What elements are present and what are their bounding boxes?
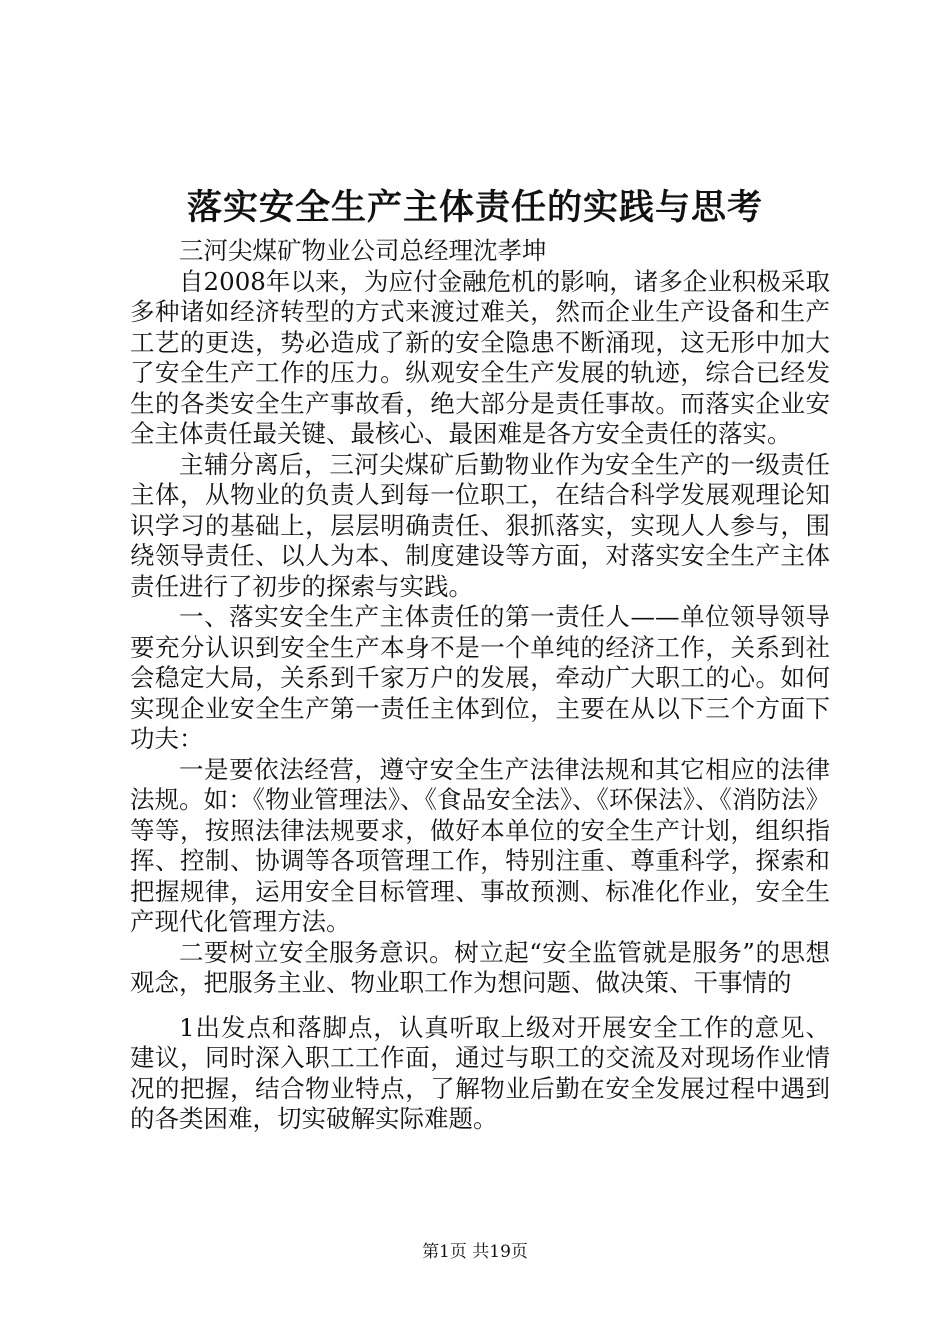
document-body [130, 236, 830, 1135]
paragraph: 自2008年以来，为应付金融危机的影响，诸多企业积极采取多种诸如经济转型的方式来渡过难关，然而企业生产设备和生产工艺的更迭，势必造成了新的安全隐患不断涌现，这无形中加大了安全生产工作的压力。纵观安全生产发展的轨迹，综合已经发生的各类安全生产事故看，绝大部分是责任事故。而落实企业安全主体责任最关键、最核心、最困难是各方安全责任的落实。 [130, 266, 830, 448]
paragraph: 一是要依法经营，遵守安全生产法律法规和其它相应的法律法规。如：《物业管理法》、《食品安全法》、《环保法》、《消防法》等等，按照法律法规要求，做好本单位的安全生产计划，组织指挥、控制、协调等各项管理工作，特别注重、尊重科学，探索和把握规律，运用安全目标管理、事故预测、标准化作业，安全生产现代化管理方法。 [130, 754, 830, 936]
paragraph: 一、落实安全生产主体责任的第一责任人——单位领导领导要充分认识到安全生产本身不是一个单纯的经济工作，关系到社会稳定大局，关系到千家万户的发展，牵动广大职工的心。如何实现企业安全生产第一责任主体到位，主要在从以下三个方面下功夫： [130, 602, 830, 753]
author-line: 三河尖煤矿物业公司总经理沈孝坤 [179, 236, 547, 265]
paragraph: 主辅分离后，三河尖煤矿后勤物业作为安全生产的一级责任主体，从物业的负责人到每一位职工，在结合科学发展观理论知识学习的基础上，层层明确责任、狠抓落实，实现人人参与，围绕领导责任、以人为本、制度建设等方面，对落实安全生产主体责任进行了初步的探索与实践。 [130, 449, 830, 601]
paragraph: 1出发点和落脚点，认真听取上级对开展安全工作的意见、建议，同时深入职工工作面，通过与职工的交流及对现场作业情况的把握，结合物业特点，了解物业后勤在安全发展过程中遇到的各类困难，切实破解实际难题。 [130, 1012, 830, 1133]
document-title: 落实安全生产主体责任的实践与思考 [186, 187, 763, 228]
page-number-footer: 第1页 共19页 [422, 1242, 528, 1262]
paragraph: 二要树立安全服务意识。树立起“安全监管就是服务”的思想观念，把服务主业、物业职工作为想问题、做决策、干事情的 [130, 937, 830, 997]
